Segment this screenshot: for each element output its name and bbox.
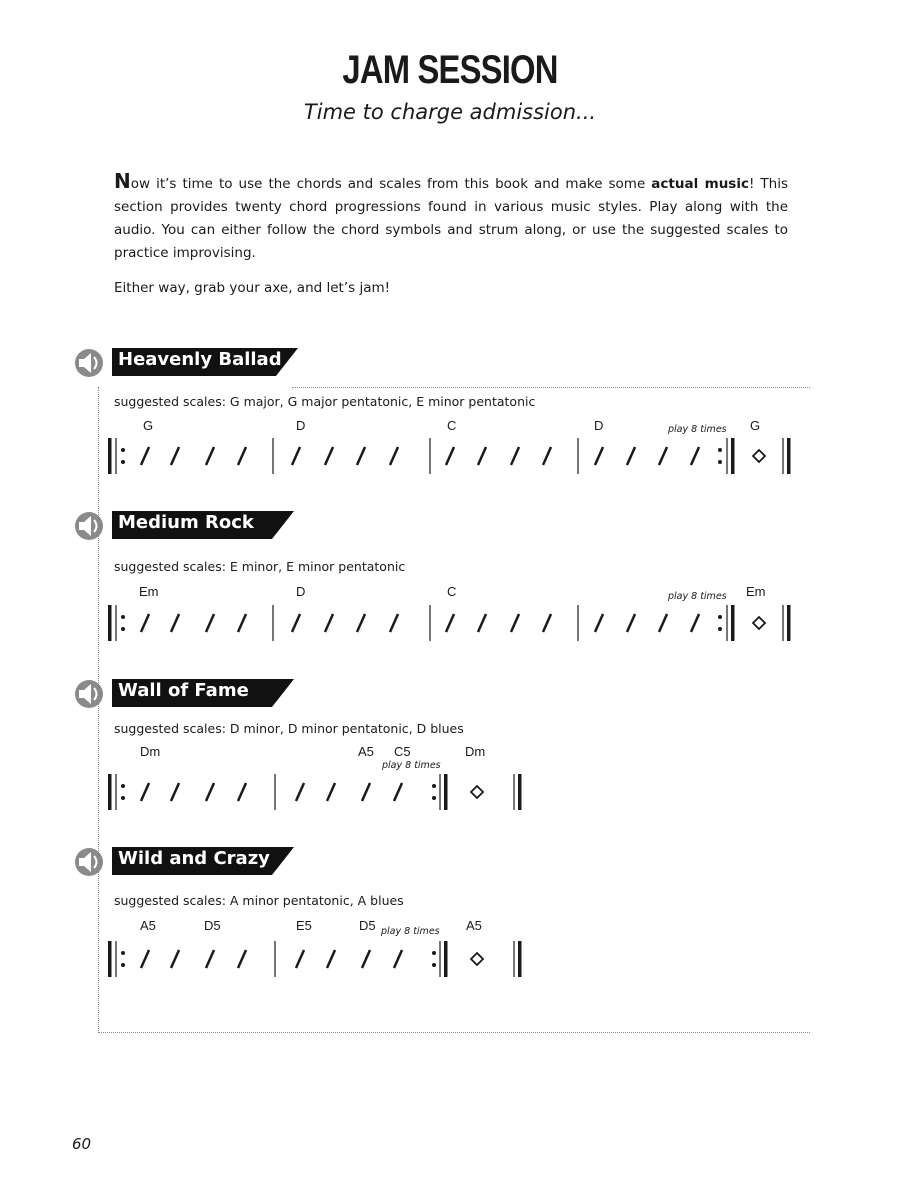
chord-label: A5 (466, 918, 482, 933)
rhythm-staff (0, 939, 900, 983)
section-title: Wall of Fame (118, 680, 249, 701)
page-subtitle: Time to charge admission... (303, 100, 597, 124)
section-title: Wild and Crazy (118, 848, 270, 869)
intro-text-2: ! This section provides twenty chord progressions found in various music styles. Play along with the audio. You can either follow the chord symbols and strum along, or use the suggested scales to practice improvising. (114, 176, 788, 261)
repeat-note: play 8 times (381, 926, 440, 937)
page-title: JAM SESSION (342, 48, 558, 92)
speaker-icon[interactable] (70, 348, 108, 378)
speaker-icon[interactable] (70, 511, 108, 541)
intro-paragraph (114, 170, 788, 265)
repeat-note: play 8 times (668, 591, 727, 602)
chord-label: C5 (394, 744, 411, 759)
rhythm-staff (0, 603, 900, 647)
frame-top-border (292, 387, 810, 388)
chord-label: Dm (465, 744, 486, 759)
rhythm-staff (0, 436, 900, 480)
chord-label: D5 (204, 918, 221, 933)
repeat-note: play 8 times (382, 760, 441, 771)
speaker-icon[interactable] (70, 679, 108, 709)
section-title: Heavenly Ballad (118, 349, 282, 370)
chord-label: Em (746, 584, 766, 599)
suggested-scales: suggested scales: A minor pentatonic, A blues (114, 893, 404, 908)
chord-label: G (143, 418, 154, 433)
frame-bottom-border (98, 1032, 810, 1033)
rhythm-staff (0, 772, 900, 816)
page-number: 60 (72, 1135, 92, 1153)
chord-label: D (296, 584, 306, 599)
chord-label: A5 (358, 744, 374, 759)
section-title: Medium Rock (118, 512, 254, 533)
chord-label: A5 (140, 918, 156, 933)
suggested-scales: suggested scales: D minor, D minor pentatonic, D blues (114, 721, 464, 736)
chord-label: Dm (140, 744, 161, 759)
intro-text-1: ow it’s time to use the chords and scales from this book and make some (130, 176, 652, 192)
chord-label: D5 (359, 918, 376, 933)
chord-label: D (594, 418, 604, 433)
suggested-scales: suggested scales: E minor, E minor pentatonic (114, 559, 406, 574)
chord-label: C (447, 584, 457, 599)
speaker-icon[interactable] (70, 847, 108, 877)
intro-drop-letter: N (114, 169, 131, 193)
chord-label: E5 (296, 918, 312, 933)
outro-text: Either way, grab your axe, and let’s jam! (114, 280, 391, 296)
suggested-scales: suggested scales: G major, G major pentatonic, E minor pentatonic (114, 394, 536, 409)
intro-bold: actual music (651, 176, 749, 192)
repeat-note: play 8 times (668, 424, 727, 435)
chord-label: D (296, 418, 306, 433)
frame-left-border (98, 387, 99, 1033)
chord-label: G (750, 418, 761, 433)
chord-label: C (447, 418, 457, 433)
chord-label: Em (139, 584, 159, 599)
